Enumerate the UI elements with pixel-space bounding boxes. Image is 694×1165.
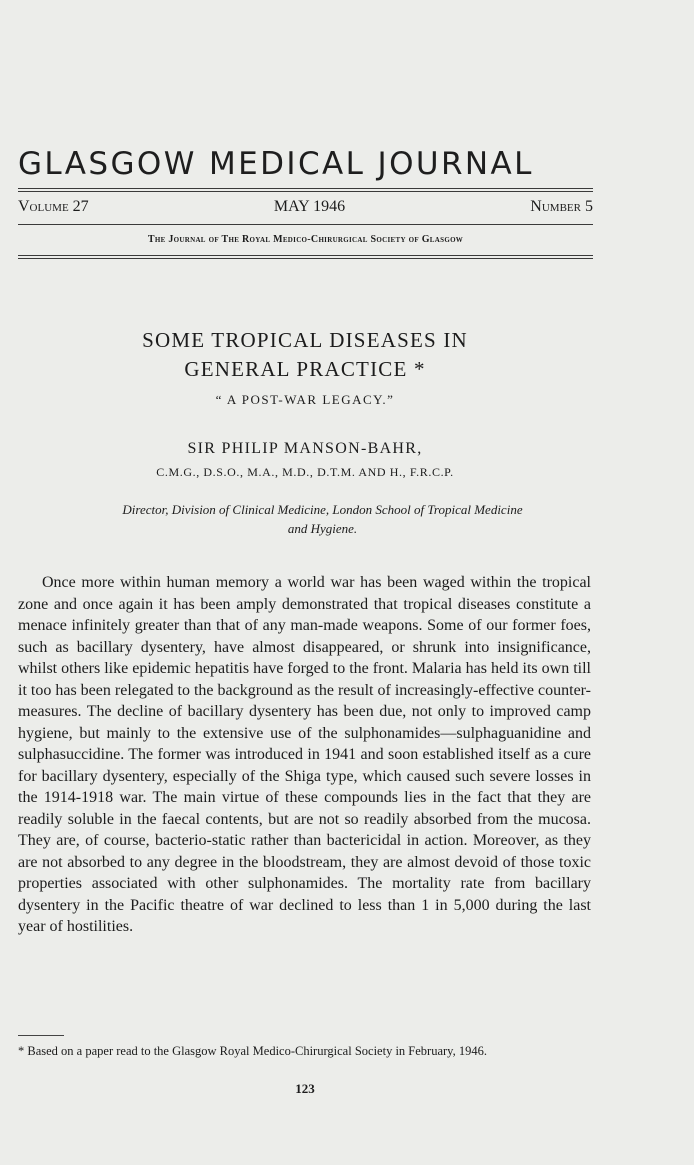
volume-row: [18, 198, 593, 216]
society-line: The Journal of The Royal Medico-Chirurgical Society of Glasgow: [147, 234, 464, 245]
author-degrees: C.M.G., D.S.O., M.A., M.D., D.T.M. AND H., F.R.C.P.: [156, 465, 454, 479]
header-rule-top-2: [18, 191, 593, 192]
issue-number: Number 5: [530, 198, 593, 215]
footnote-rule: [18, 1035, 64, 1036]
issue-date: MAY 1946: [273, 198, 346, 215]
header-rule-bottom: [18, 255, 593, 256]
header-rule-middle: [18, 224, 593, 225]
article-title-line-2: GENERAL PRACTICE *: [184, 357, 426, 381]
header-rule-bottom-2: [18, 258, 593, 259]
volume-label: Volume 27: [18, 198, 89, 215]
article-title-line-1: SOME TROPICAL DISEASES IN: [142, 328, 468, 352]
journal-title: GLASGOW MEDICAL JOURNAL: [18, 146, 534, 182]
author-affiliation: [40, 500, 605, 538]
author-name: SIR PHILIP MANSON-BAHR,: [187, 440, 423, 457]
affiliation-line-2: and Hygiene.: [287, 521, 358, 536]
header-rule-top: [18, 188, 593, 189]
page-number: 123: [295, 1081, 315, 1096]
footnote: * Based on a paper read to the Glasgow Royal Medico-Chirurgical Society in February, 1946.: [18, 1044, 487, 1058]
body-paragraph: Once more within human memory a world war has been waged within the tropical zone and once again it has been amply demonstrated that tropical diseases constitute a menace infinitely greater than that of any man-made weapons. Some of our former foes, such as bacillary dysentery, have almost disappeared, or shrunk into insignificance, whilst others like epidemic hepatitis have forged to the front. Malaria has held its own till it too has been relegated to the background as the result of increasingly-effective counter-measures. The decline of bacillary dysentery has been due, not only to improved camp hygiene, but mainly to the extensive use of the sulphonamides—sulphaguanidine and sulphasuccidine. The former was introduced in 1941 and soon established itself as a cure for bacillary dysentery, especially of the Shiga type, which caused such severe losses in the 1914-1918 war. The main virtue of these compounds lies in the fact that they are readily soluble in the faecal contents, but are not so readily absorbed from the mucosa. They are, of course, bacterio-static rather than bactericidal in action. Moreover, as they are not absorbed to any degree in the bloodstream, they are almost devoid of those toxic properties associated with other sulphonamides. The mortality rate from bacillary dysentery in the Pacific theatre of war declined to less than 1 in 5,000 during the last year of hostilities.: [18, 574, 591, 935]
affiliation-line-1: Director, Division of Clinical Medicine, London School of Tropical Medicine: [122, 502, 523, 517]
article-subtitle: “ A POST-WAR LEGACY.”: [215, 392, 395, 407]
